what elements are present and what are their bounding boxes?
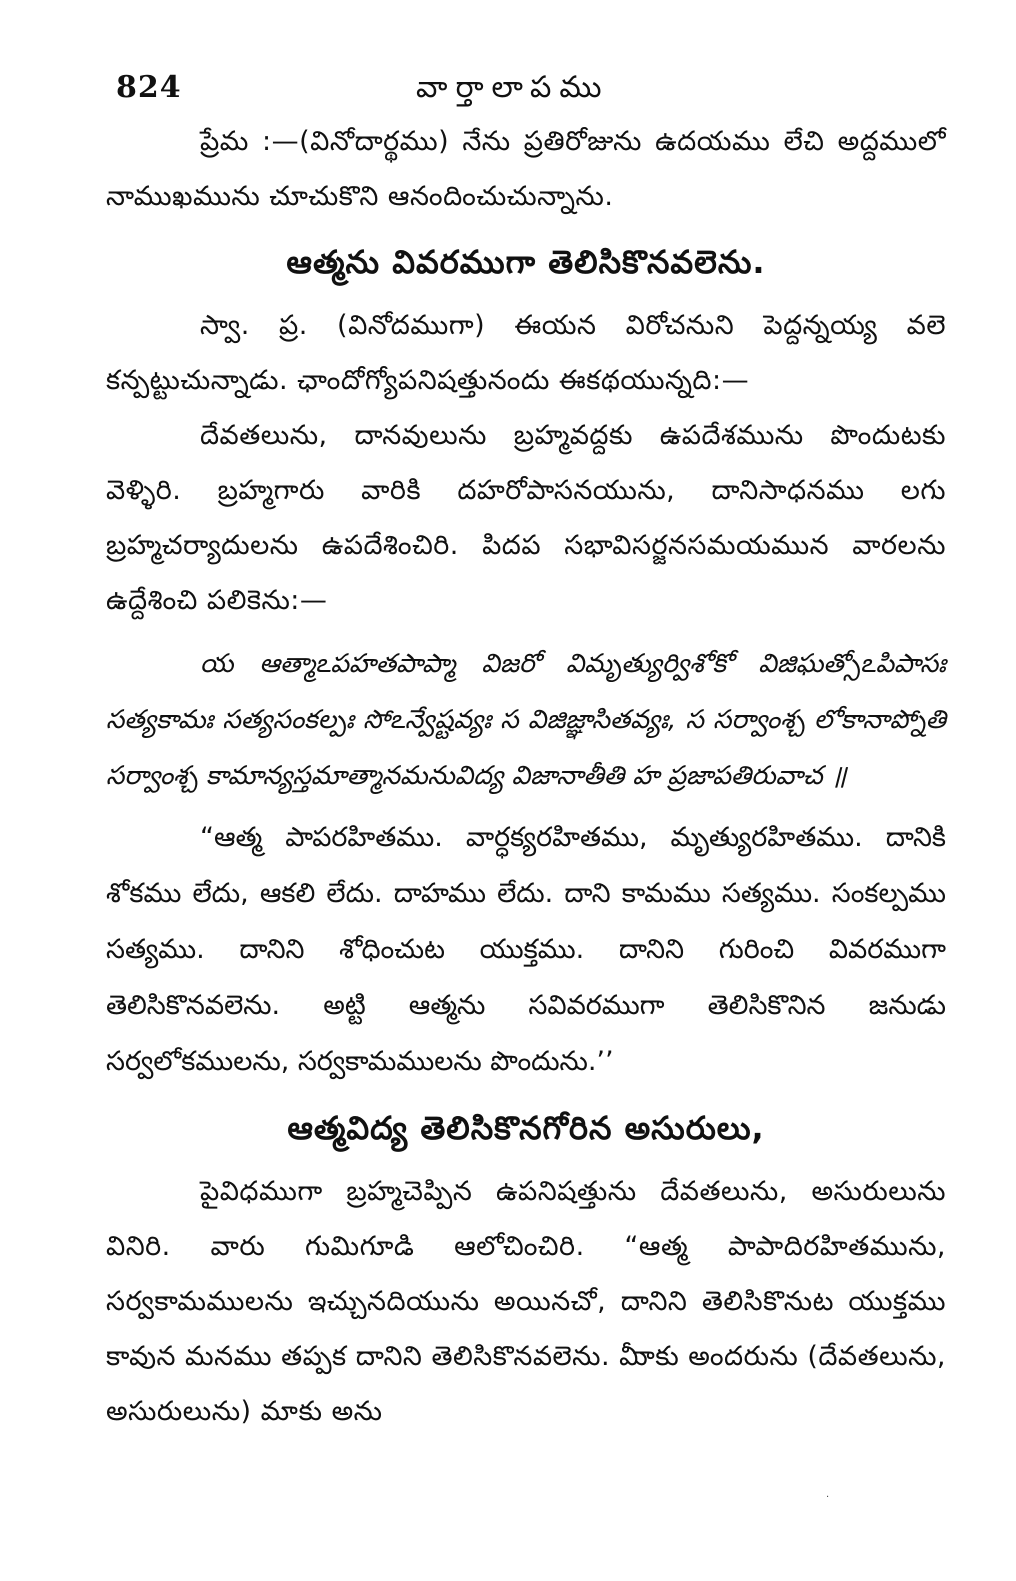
quoted-translation: “ఆత్మ పాపరహితము. వార్ధక్యరహితము, మృత్యురహితము. దానికి శోకము లేదు, ఆకలి లేదు. దాహము లేదు. దాని కామము సత్యము. సంకల్పము సత్యము. దానిని శోధించుట యుక్తము. దానిని గురించి వివరముగా తెలిసికొనవలెను. అట్టి ఆత్మను సవివరముగా తెలిసికొనిన జనుడు సర్వలోకములను, సర్వకామములను పొందును.’’	[106, 822, 946, 1077]
section-heading-atma-vivaramu: ఆత్మను వివరముగా తెలిసికొనవలెను.	[286, 243, 766, 281]
paragraph-upanishattu: పైవిధముగా బ్రహ్మచెప్పిన ఉపనిషత్తును దేవతలును, అసురులును వినిరి. వారు గుమిగూడి ఆలోచించిరి. “ఆత్మ పాపాదిరహితమును, సర్వకామములను ఇచ్చునదియును అయినచో, దానిని తెలిసికొనుట యుక్తము కావున మనము తప్పక దానిని తెలిసికొనవలెను. మీాకు అందరును (దేవతలును, అసురులును) మాకు అను	[106, 1176, 946, 1427]
sanskrit-verse: య ఆత్మాఽపహతపాప్మా విజరో విమృత్యుర్విశోకో విజిఘత్సోఽపిపాసః సత్యకామః సత్యసంకల్పః సోఽన్వేష్టవ్యః స విజిజ్ఞాసితవ్యః, స సర్వాంశ్చ లోకానాప్నోతి సర్వాంశ్చ కామాన్యస్తమాత్మానమనువిద్య విజానాతీతి హ ప్రజాపతిరువాచ ॥	[106, 649, 946, 791]
page-number: 824	[116, 70, 182, 105]
running-title: వార్తాలాపము	[416, 70, 610, 105]
running-head	[106, 66, 946, 114]
paragraph-prema: ప్రేమ :—(వినోదార్థము) నేను ప్రతిరోజును ఉదయము లేచి అద్దములో నాముఖమును చూచుకొని ఆనందించుచున్నాను.	[106, 126, 946, 212]
paragraph-swami: స్వా. ప్ర. (వినోదముగా) ఈయన విరోచనుని పెద్దన్నయ్య వలె కన్పట్టుచున్నాడు. ఛాందోగ్యోపనిషత్తునందు ఈకథయున్నది:—	[106, 310, 946, 396]
section-heading-asurulu: ఆత్మవిద్య తెలిసికొనగోరిన అసురులు,	[287, 1109, 765, 1147]
ink-speck: ·	[826, 1492, 830, 1503]
paragraph-devatalu: దేవతలును, దానవులును బ్రహ్మవద్దకు ఉపదేశమును పొందుటకు వెళ్ళిరి. బ్రహ్మగారు వారికి దహరోపాసనయును, దానిసాధనము లగు బ్రహ్మచర్యాదులను ఉపదేశించిరి. పిదప సభావిసర్జనసమయమున వారలను ఉద్దేశించి పలికెను:—	[106, 420, 946, 616]
